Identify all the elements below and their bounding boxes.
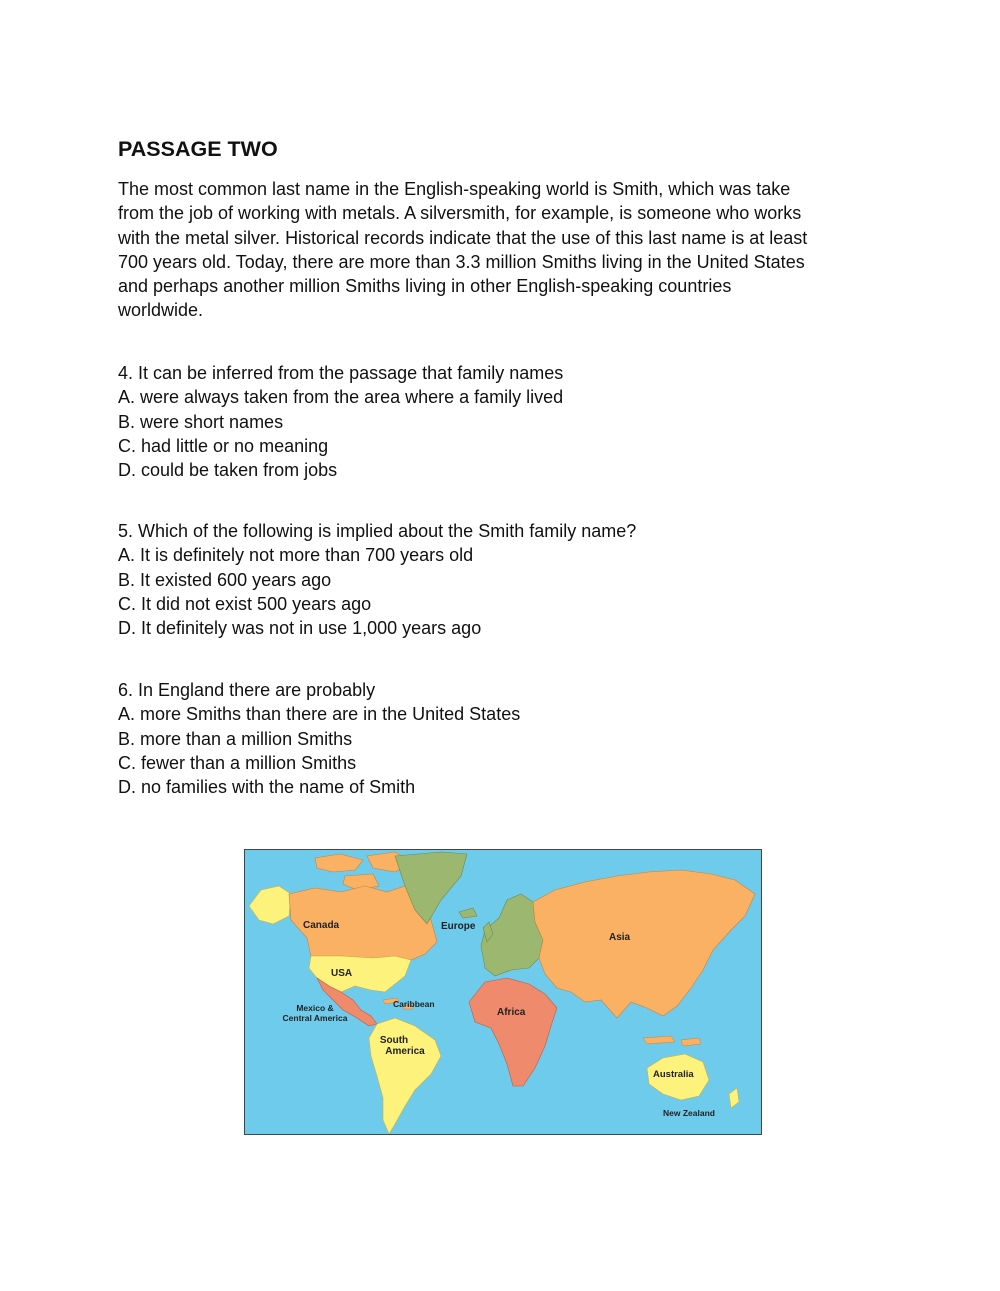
question-stem: 6. In England there are probably — [118, 680, 376, 700]
world-map-graphic — [245, 850, 762, 1135]
passage-line: worldwide. — [118, 300, 204, 321]
passage-line: The most common last name in the English-speaking world is Smith, which was take — [118, 179, 791, 199]
answer-option-a: A. It is definitely not more than 700 years old — [118, 545, 474, 566]
label-usa: USA — [331, 968, 353, 979]
label-australia: Australia — [653, 1069, 694, 1080]
label-canada: Canada — [303, 920, 340, 931]
label-caribbean: Caribbean — [393, 999, 435, 1009]
label-mexico-line1: Mexico & — [296, 1003, 334, 1013]
passage-line: with the metal silver. Historical records indicate that the use of this last name is at least — [118, 227, 808, 248]
answer-option-d: D. no families with the name of Smith — [118, 777, 416, 798]
answer-option-a: A. were always taken from the area where a family lived — [118, 387, 564, 408]
passage-text — [118, 177, 888, 323]
question-6 — [118, 678, 520, 799]
answer-option-d: D. It definitely was not in use 1,000 years ago — [118, 618, 482, 639]
question-stem: 4. It can be inferred from the passage that family names — [118, 363, 564, 383]
page-title: PASSAGE TWO — [118, 137, 278, 161]
answer-option-d: D. could be taken from jobs — [118, 460, 338, 481]
question-4 — [118, 361, 563, 482]
label-africa: Africa — [497, 1007, 526, 1018]
question-stem: 5. Which of the following is implied about the Smith family name? — [118, 521, 637, 541]
answer-option-c: C. It did not exist 500 years ago — [118, 593, 372, 614]
passage-line: and perhaps another million Smiths living in other English-speaking countries — [118, 276, 732, 297]
answer-option-b: B. were short names — [118, 411, 284, 432]
question-5 — [118, 519, 636, 640]
answer-option-c: C. had little or no meaning — [118, 435, 329, 456]
answer-option-b: B. more than a million Smiths — [118, 728, 353, 749]
answer-option-b: B. It existed 600 years ago — [118, 569, 332, 590]
label-south-america-line2: America — [385, 1046, 425, 1057]
label-mexico-line2: Central America — [282, 1013, 348, 1023]
world-map — [244, 849, 762, 1135]
passage-line: from the job of working with metals. A silversmith, for example, is someone who works — [118, 203, 802, 224]
label-asia: Asia — [609, 932, 631, 943]
answer-option-a: A. more Smiths than there are in the United States — [118, 704, 521, 725]
label-new-zealand: New Zealand — [663, 1108, 715, 1118]
label-europe: Europe — [441, 921, 476, 932]
passage-line: 700 years old. Today, there are more than 3.3 million Smiths living in the United States — [118, 251, 805, 272]
label-south-america-line1: South — [379, 1035, 409, 1046]
answer-option-c: C. fewer than a million Smiths — [118, 752, 357, 773]
